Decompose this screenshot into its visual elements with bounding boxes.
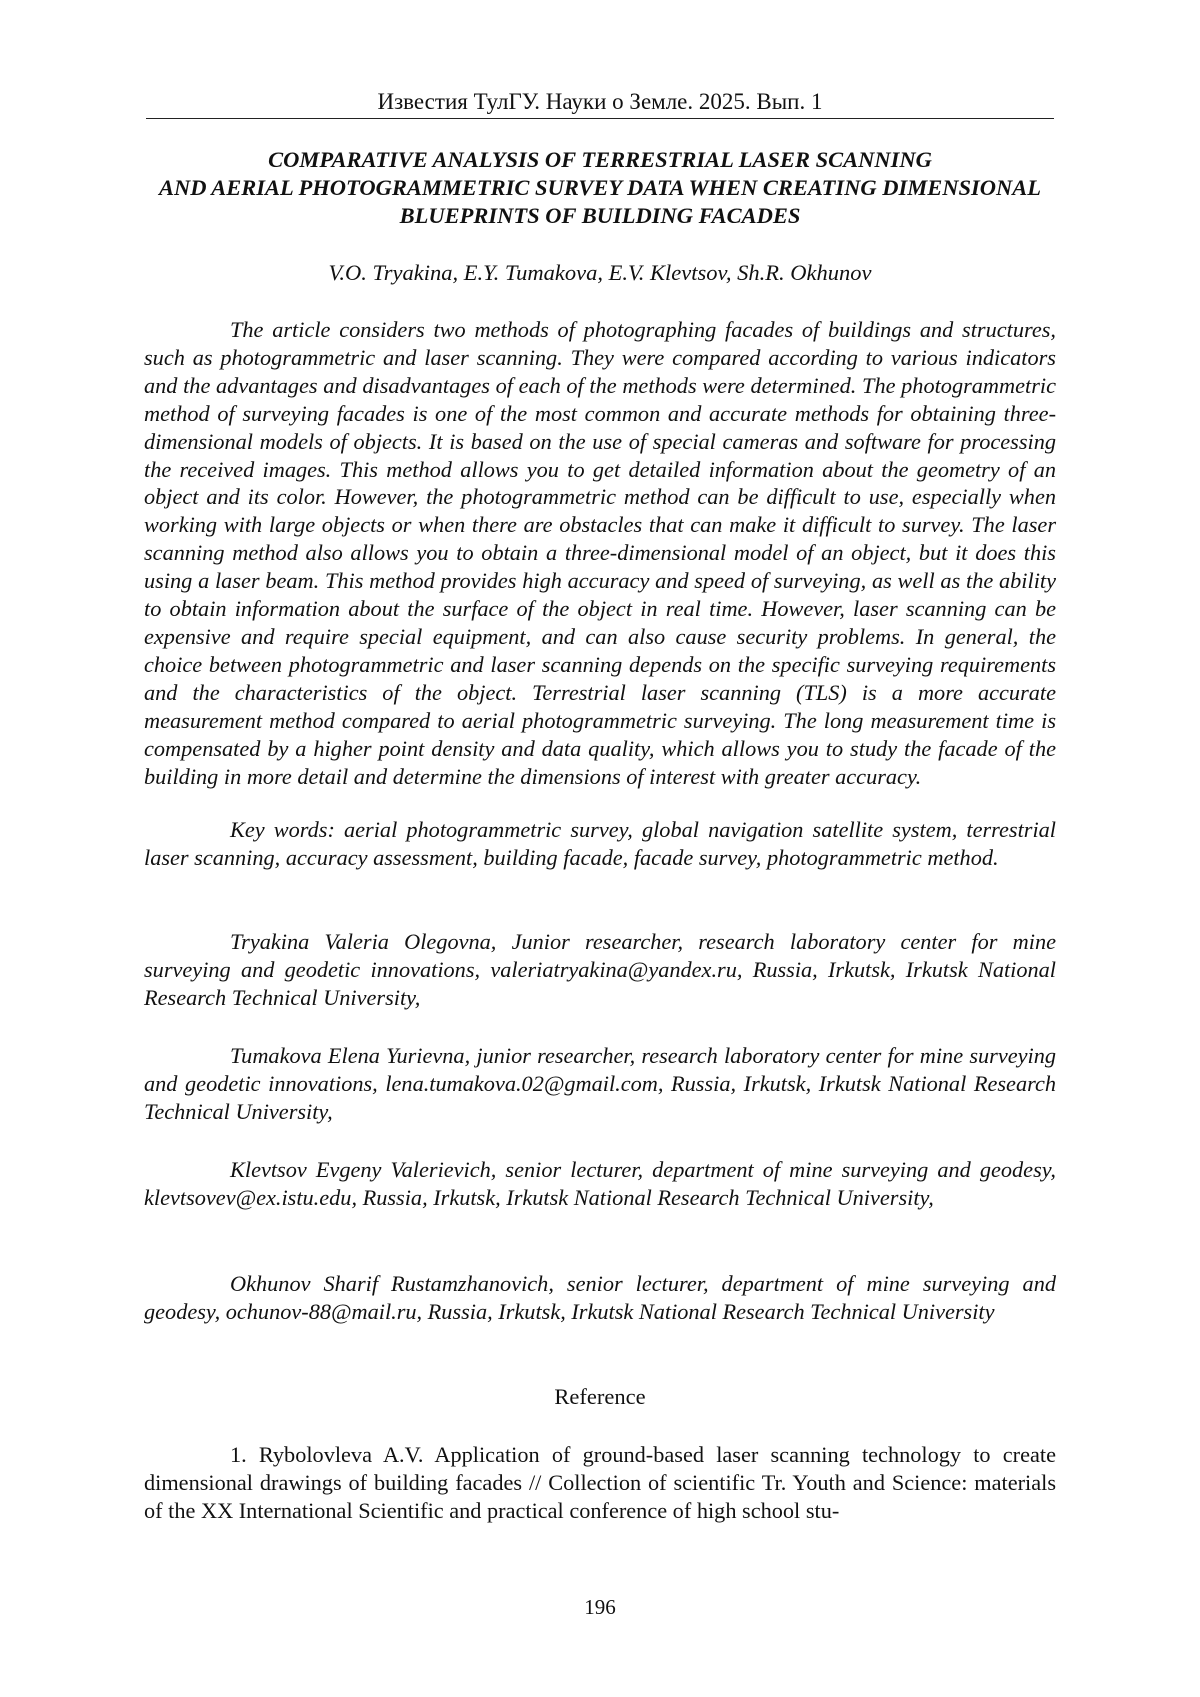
author-bio-text: Klevtsov Evgeny Valerievich, senior lecturer, department of mine surveying and geodesy, klevtsovev@ex.istu.edu, Russia, Irkutsk, Irkutsk National Research Technical University,: [144, 1157, 1056, 1210]
author-bio: [144, 1270, 1056, 1326]
author-bio: [144, 928, 1056, 1012]
abstract: [144, 316, 1056, 790]
title-line: COMPARATIVE ANALYSIS OF TERRESTRIAL LASER SCANNING: [268, 147, 932, 172]
author-bio-text: Okhunov Sharif Rustamzhanovich, senior lecturer, department of mine surveying and geodesy, ochunov-88@mail.ru, Russia, Irkutsk, Irkutsk National Research Technical University: [144, 1271, 1056, 1324]
abstract-text: The article considers two methods of photographing facades of buildings and structures, such as photogrammetric and laser scanning. They were compared according to various indicators and the advantages and disadvantages of each of the methods were determined. The photogrammetric method of surveying facades is one of the most common and accurate methods for obtaining three-dimensional models of objects. It is based on the use of special cameras and software for processing the received images. This method allows you to get detailed information about the geometry of an object and its color. However, the photogrammetric method can be difficult to use, especially when working with large objects or when there are obstacles that can make it difficult to survey. The laser scanning method also allows you to obtain a three-dimensional model of an object, but it does this using a laser beam. This method provides high accuracy and speed of surveying, as well as the ability to obtain information about the surface of the object in real time. However, laser scanning can be expensive and require special equipment, and can also cause security problems. In general, the choice between photogrammetric and laser scanning depends on the specific surveying requirements and the characteristics of the object. Terrestrial laser scanning (TLS) is a more accurate measurement method compared to aerial photogrammetric surveying. The long measurement time is compensated by a higher point density and data quality, which allows you to study the facade of the building in more detail and determine the dimensions of interest with greater accuracy.: [144, 317, 1056, 789]
title-line: AND AERIAL PHOTOGRAMMETRIC SURVEY DATA WHEN CREATING DIMENSIONAL: [158, 175, 1042, 200]
references-heading: Reference: [554, 1384, 646, 1409]
keywords: [144, 816, 1056, 872]
journal-page: [144, 0, 1056, 1697]
author-list: V.O. Tryakina, E.Y. Tumakova, E.V. Klevtsov, Sh.R. Okhunov: [328, 260, 872, 285]
header-rule: [146, 118, 1054, 119]
author-bio: [144, 1156, 1056, 1212]
keywords-text: Key words: aerial photogrammetric survey, global navigation satellite system, terrestrial laser scanning, accuracy assessment, building facade, facade survey, photogrammetric method.: [144, 817, 1056, 870]
title-line: BLUEPRINTS OF BUILDING FACADES: [399, 203, 801, 228]
author-bio-text: Tumakova Elena Yurievna, junior researcher, research laboratory center for mine surveying and geodetic innovations, lena.tumakova.02@gmail.com, Russia, Irkutsk, Irkutsk National Research Technical University,: [144, 1043, 1056, 1124]
running-header: Известия ТулГУ. Науки о Земле. 2025. Вып. 1: [377, 89, 823, 114]
author-bio: [144, 1042, 1056, 1126]
page-number: 196: [584, 1595, 616, 1619]
reference-item: 1. Rybolovleva A.V. Application of ground-based laser scanning technology to create dimensional drawings of building facades // Collection of scientific Tr. Youth and Science: materials of the XX International Scientific and practical conference of high school stu-: [144, 1442, 1056, 1523]
article-title: [144, 146, 1056, 230]
references-list: [144, 1441, 1056, 1525]
author-bio-text: Tryakina Valeria Olegovna, Junior researcher, research laboratory center for mine surveying and geodetic innovations, valeriatryakina@yandex.ru, Russia, Irkutsk, Irkutsk National Research Technical University,: [144, 929, 1056, 1010]
